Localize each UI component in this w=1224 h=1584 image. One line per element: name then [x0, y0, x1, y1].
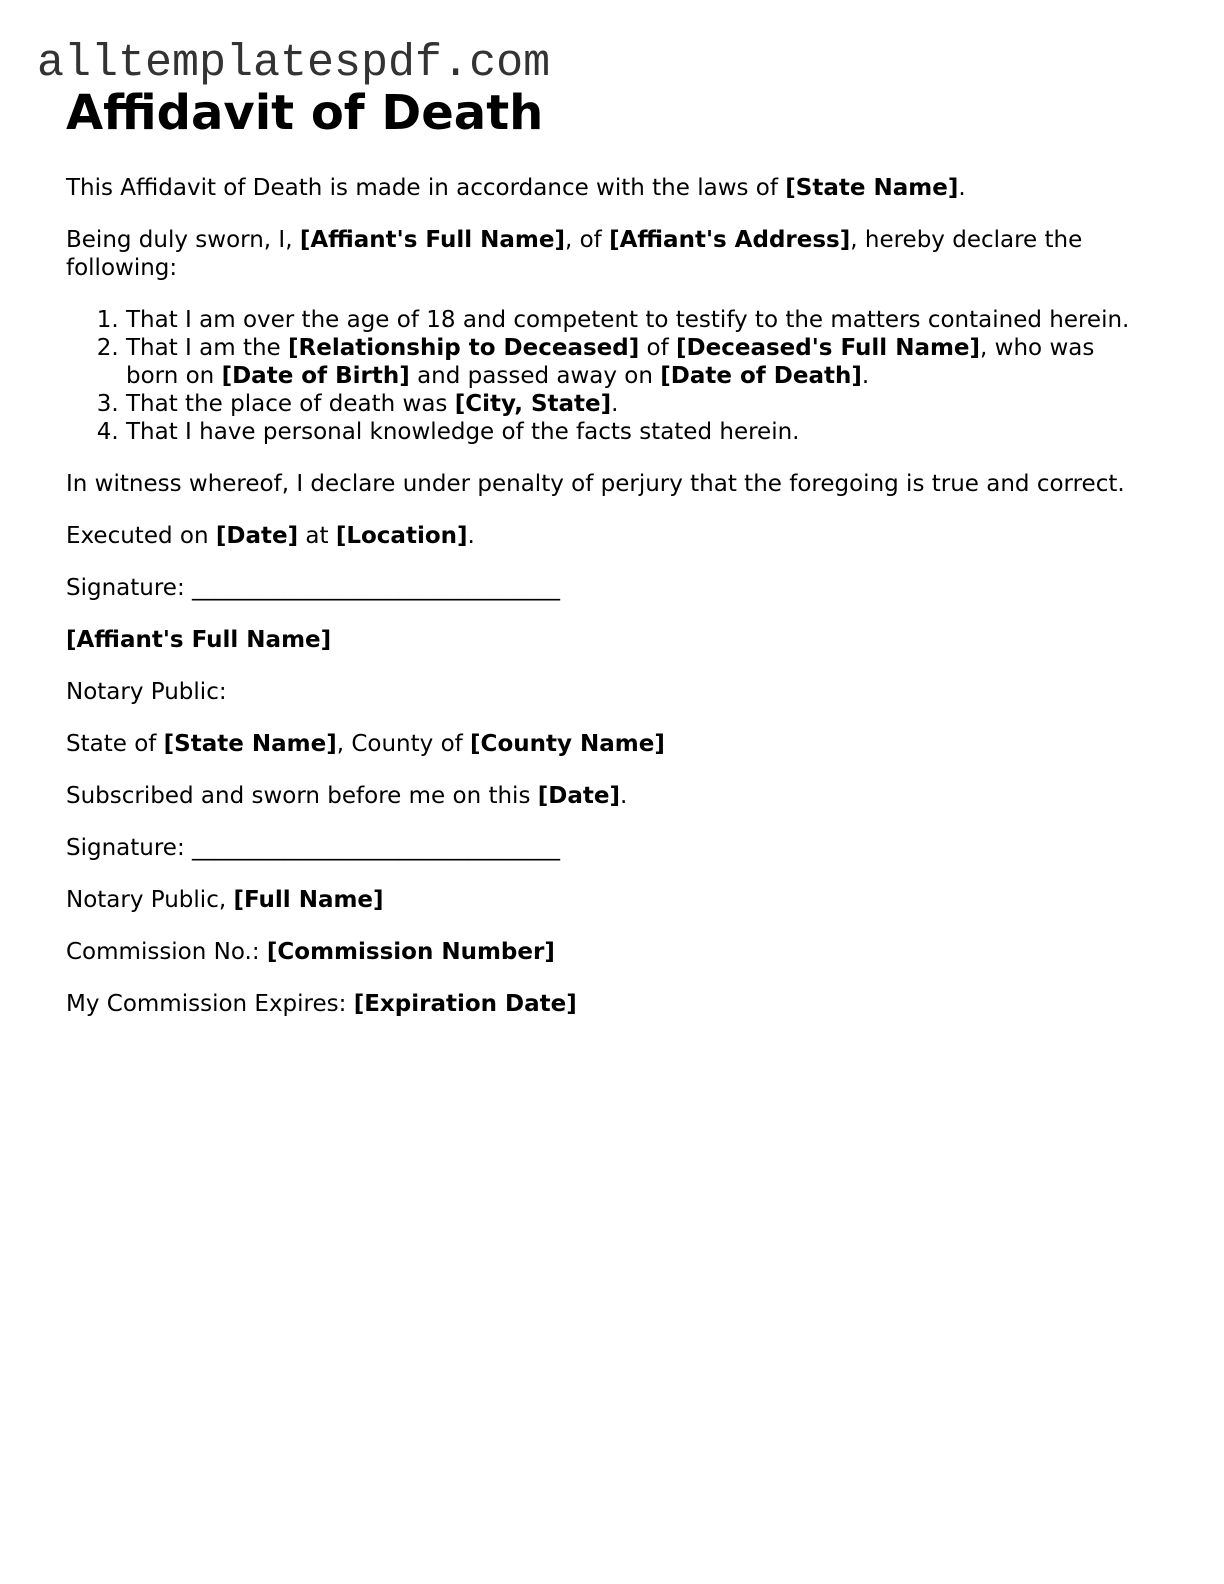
subscribed-line	[66, 782, 1146, 810]
county-name-placeholder: [County Name]	[470, 731, 665, 757]
executed-text: Executed on	[66, 523, 216, 549]
notary-signature-line	[66, 834, 1146, 862]
intro-paragraph	[66, 174, 1146, 202]
executed-location-placeholder: [Location]	[335, 523, 468, 549]
expiration-date-placeholder: [Expiration Date]	[353, 991, 577, 1017]
intro-end: .	[958, 175, 966, 201]
declaration-3-text: That the place of death was	[126, 391, 455, 417]
intro-text: This Affidavit of Death is made in accordance with the laws of	[66, 175, 786, 201]
affiant-name-block	[66, 626, 1146, 654]
sworn-mid: , of	[564, 227, 610, 253]
executed-line	[66, 522, 1146, 550]
commission-number-placeholder: [Commission Number]	[266, 939, 555, 965]
affiant-signature-field[interactable]: ________________________________	[192, 575, 561, 601]
deceased-name-placeholder: [Deceased's Full Name]	[676, 335, 981, 361]
signature-label: Signature:	[66, 835, 193, 861]
declaration-1-text: That I am over the age of 18 and competent to testify to the matters contained herein.	[126, 307, 1130, 333]
watermark: alltemplatespdf.com	[37, 38, 551, 89]
venue-text: , County of	[336, 731, 471, 757]
declaration-2-text: , who was born on	[126, 335, 1095, 389]
declaration-2-text: and passed away on	[409, 363, 661, 389]
venue-state-placeholder: [State Name]	[163, 731, 337, 757]
notary-heading: Notary Public:	[66, 679, 227, 705]
date-of-birth-placeholder: [Date of Birth]	[221, 363, 410, 389]
list-item	[126, 390, 1146, 418]
date-of-death-placeholder: [Date of Death]	[660, 363, 862, 389]
commission-expires-line	[66, 990, 1146, 1018]
affiant-name-placeholder: [Affiant's Full Name]	[66, 627, 332, 653]
venue-line	[66, 730, 1146, 758]
subscribed-text: .	[619, 783, 628, 809]
affiant-name-placeholder: [Affiant's Full Name]	[299, 227, 565, 253]
document-title: Affidavit of Death	[66, 85, 544, 141]
declaration-2-text: That I am the	[126, 335, 289, 361]
executed-text: .	[467, 523, 475, 549]
subscribed-date-placeholder: [Date]	[537, 783, 620, 809]
declaration-4-text: That I have personal knowledge of the facts stated herein.	[126, 419, 800, 445]
state-name-placeholder: [State Name]	[785, 175, 959, 201]
relationship-placeholder: [Relationship to Deceased]	[288, 335, 640, 361]
notary-name-line	[66, 886, 1146, 914]
declaration-3-text: .	[611, 391, 619, 417]
executed-date-placeholder: [Date]	[215, 523, 299, 549]
declaration-2-text: of	[639, 335, 677, 361]
executed-text: at	[298, 523, 336, 549]
notary-signature-field[interactable]: ________________________________	[192, 835, 561, 861]
declaration-2-text: .	[861, 363, 870, 389]
witness-paragraph: In witness whereof, I declare under penalty of perjury that the foregoing is true and correct.	[66, 471, 1125, 497]
signature-label: Signature:	[66, 575, 193, 601]
affiant-address-placeholder: [Affiant's Address]	[609, 227, 851, 253]
sworn-paragraph	[66, 226, 1146, 282]
commission-number-line	[66, 938, 1146, 966]
list-item	[126, 418, 1146, 446]
venue-text: State of	[66, 731, 164, 757]
sworn-text: Being duly sworn, I,	[66, 227, 300, 253]
affidavit-document	[66, 82, 1146, 1042]
place-of-death-placeholder: [City, State]	[454, 391, 612, 417]
subscribed-text: Subscribed and sworn before me on this	[66, 783, 538, 809]
list-item	[126, 306, 1146, 334]
notary-name-label: Notary Public,	[66, 887, 234, 913]
affiant-signature-line	[66, 574, 1146, 602]
commission-expires-label: My Commission Expires:	[66, 991, 354, 1017]
list-item	[126, 334, 1146, 390]
notary-full-name-placeholder: [Full Name]	[233, 887, 384, 913]
sworn-end: , hereby declare the following:	[66, 227, 1083, 281]
commission-number-label: Commission No.:	[66, 939, 267, 965]
declarations-list	[66, 306, 1146, 446]
